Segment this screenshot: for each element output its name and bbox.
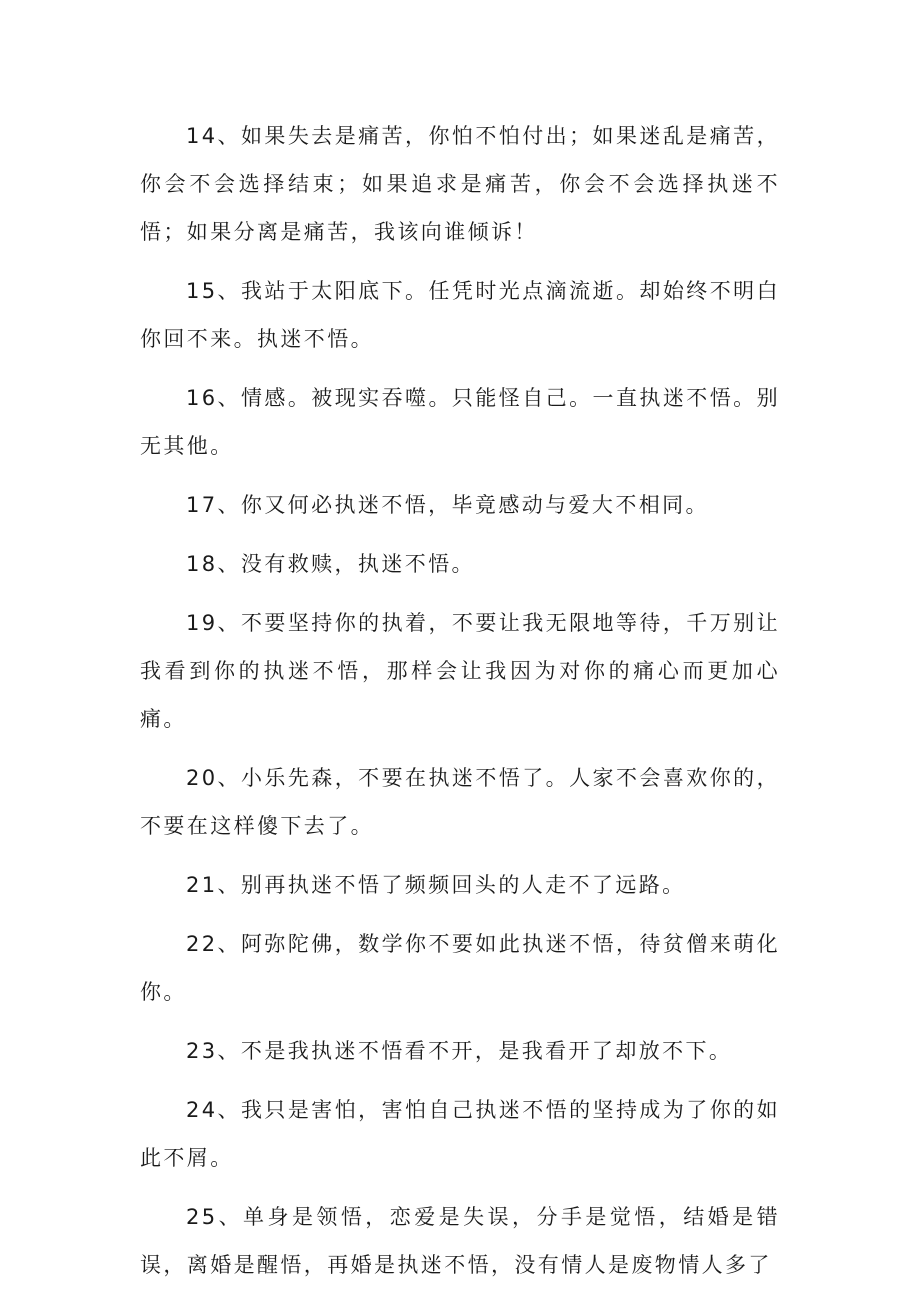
paragraph-18: 18、没有救赎，执迷不悟。 <box>186 552 475 576</box>
paragraph-24: 24、我只是害怕，害怕自己执迷不悟的坚持成为了你的如此不屑。 <box>140 1098 780 1170</box>
paragraph-15: 15、我站于太阳底下。任凭时光点滴流逝。却始终不明白你回不来。执迷不悟。 <box>140 279 780 351</box>
paragraph-16: 16、情感。被现实吞噬。只能怪自己。一直执迷不悟。别无其他。 <box>140 386 780 458</box>
paragraph-19: 19、不要坚持你的执着，不要让我无限地等待，千万别让我看到你的执迷不悟，那样会让我因为对你的痛心而更加心痛。 <box>140 611 780 731</box>
paragraph-25: 25、单身是领悟，恋爱是失误，分手是觉悟，结婚是错误，离婚是醒悟，再婚是执迷不悟，没有情人是废物情人多了 <box>140 1205 780 1277</box>
paragraph-14: 14、如果失去是痛苦，你怕不怕付出；如果迷乱是痛苦，你会不会选择结束；如果追求是痛苦，你会不会选择执迷不悟；如果分离是痛苦，我该向谁倾诉！ <box>140 124 780 244</box>
paragraph-17: 17、你又何必执迷不悟，毕竟感动与爱大不相同。 <box>186 493 709 517</box>
paragraph-21: 21、别再执迷不悟了频频回头的人走不了远路。 <box>186 873 686 897</box>
paragraph-23: 23、不是我执迷不悟看不开，是我看开了却放不下。 <box>186 1039 733 1063</box>
paragraph-22: 22、阿弥陀佛，数学你不要如此执迷不悟，待贫僧来萌化你。 <box>140 932 780 1004</box>
document-body <box>140 112 780 1300</box>
paragraph-20: 20、小乐先森，不要在执迷不悟了。人家不会喜欢你的，不要在这样傻下去了。 <box>140 766 780 838</box>
